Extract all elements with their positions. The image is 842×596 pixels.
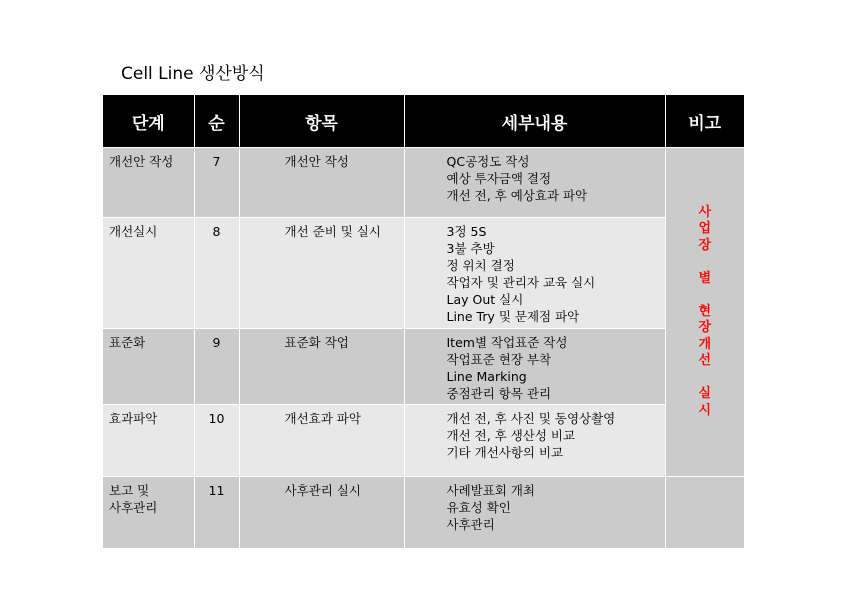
detail-line: 기타 개선사항의 비교 bbox=[446, 445, 564, 460]
cell-order: 9 bbox=[194, 329, 239, 405]
cell-note bbox=[665, 148, 744, 477]
header-stage: 단계 bbox=[103, 95, 194, 148]
detail-line: 중점관리 항목 관리 bbox=[446, 386, 552, 401]
detail-line: 개선 전, 후 예상효과 파악 bbox=[446, 188, 588, 203]
detail-line: QC공정도 작성 bbox=[446, 154, 530, 169]
cell-stage bbox=[103, 218, 194, 329]
note-char: 선 bbox=[698, 353, 712, 369]
note-char: 별 bbox=[698, 270, 712, 286]
detail-line: 3정 5S bbox=[446, 224, 487, 239]
detail-line: 작업표준 현장 부착 bbox=[446, 352, 552, 367]
cell-details bbox=[404, 477, 665, 549]
cell-item: 표준화 작업 bbox=[239, 329, 404, 405]
table-row bbox=[103, 329, 744, 405]
cell-details bbox=[404, 148, 665, 218]
detail-line: 개선 전, 후 사진 및 동영상촬영 bbox=[446, 411, 616, 426]
detail-line: 사례발표회 개최 bbox=[446, 483, 535, 498]
table-row bbox=[103, 477, 744, 549]
stage-text: 표준화 bbox=[109, 335, 146, 350]
note-char: 실 bbox=[698, 386, 712, 402]
cell-item: 개선효과 파악 bbox=[239, 405, 404, 477]
header-order: 순 bbox=[194, 95, 239, 148]
cell-stage bbox=[103, 148, 194, 218]
note-char: 사 bbox=[698, 204, 712, 220]
note-char: 업 bbox=[698, 221, 712, 237]
note-text bbox=[698, 205, 711, 420]
note-char: 개 bbox=[698, 336, 712, 352]
table-row bbox=[103, 218, 744, 329]
page-title: Cell Line 생산방식 bbox=[121, 64, 265, 84]
stage-text: 효과파악 bbox=[109, 411, 158, 426]
detail-line: 3불 추방 bbox=[446, 241, 495, 256]
detail-line: 개선 전, 후 생산성 비교 bbox=[446, 428, 576, 443]
note-char bbox=[698, 254, 711, 271]
cell-stage bbox=[103, 405, 194, 477]
detail-line: 작업자 및 관리자 교육 실시 bbox=[446, 275, 596, 290]
cell-item: 사후관리 실시 bbox=[239, 477, 404, 549]
note-char: 현 bbox=[698, 303, 712, 319]
cell-item: 개선 준비 및 실시 bbox=[239, 218, 404, 329]
cell-order: 10 bbox=[194, 405, 239, 477]
note-char bbox=[698, 370, 711, 387]
detail-line: 예상 투자금액 결정 bbox=[446, 171, 552, 186]
table-row bbox=[103, 405, 744, 477]
detail-line: 사후관리 bbox=[446, 517, 495, 532]
detail-line: Line Marking bbox=[446, 369, 527, 384]
note-char: 장 bbox=[698, 237, 712, 253]
note-char bbox=[698, 287, 711, 304]
stage-text: 개선안 작성 bbox=[109, 154, 174, 169]
cell-order: 8 bbox=[194, 218, 239, 329]
cell-details bbox=[404, 405, 665, 477]
cell-order: 7 bbox=[194, 148, 239, 218]
cell-note-empty bbox=[665, 477, 744, 549]
cell-item: 개선안 작성 bbox=[239, 148, 404, 218]
note-char: 시 bbox=[698, 402, 712, 418]
stage-text: 보고 및 bbox=[109, 483, 150, 498]
stage-text: 사후관리 bbox=[109, 500, 158, 515]
detail-line: 정 위치 결정 bbox=[446, 258, 515, 273]
header-item: 항목 bbox=[239, 95, 404, 148]
table-header-row bbox=[103, 95, 744, 148]
header-details: 세부내용 bbox=[404, 95, 665, 148]
cell-details bbox=[404, 218, 665, 329]
cell-stage bbox=[103, 329, 194, 405]
table-row bbox=[103, 148, 744, 218]
cell-details bbox=[404, 329, 665, 405]
process-table bbox=[103, 95, 744, 549]
detail-line: Item별 작업표준 작성 bbox=[446, 335, 568, 350]
cell-order: 11 bbox=[194, 477, 239, 549]
detail-line: Lay Out 실시 bbox=[446, 292, 524, 307]
stage-text: 개선실시 bbox=[109, 224, 158, 239]
note-char: 장 bbox=[698, 320, 712, 336]
header-note: 비고 bbox=[665, 95, 744, 148]
detail-line: Line Try 및 문제점 파악 bbox=[446, 309, 580, 324]
detail-line: 유효성 확인 bbox=[446, 500, 511, 515]
cell-stage bbox=[103, 477, 194, 549]
